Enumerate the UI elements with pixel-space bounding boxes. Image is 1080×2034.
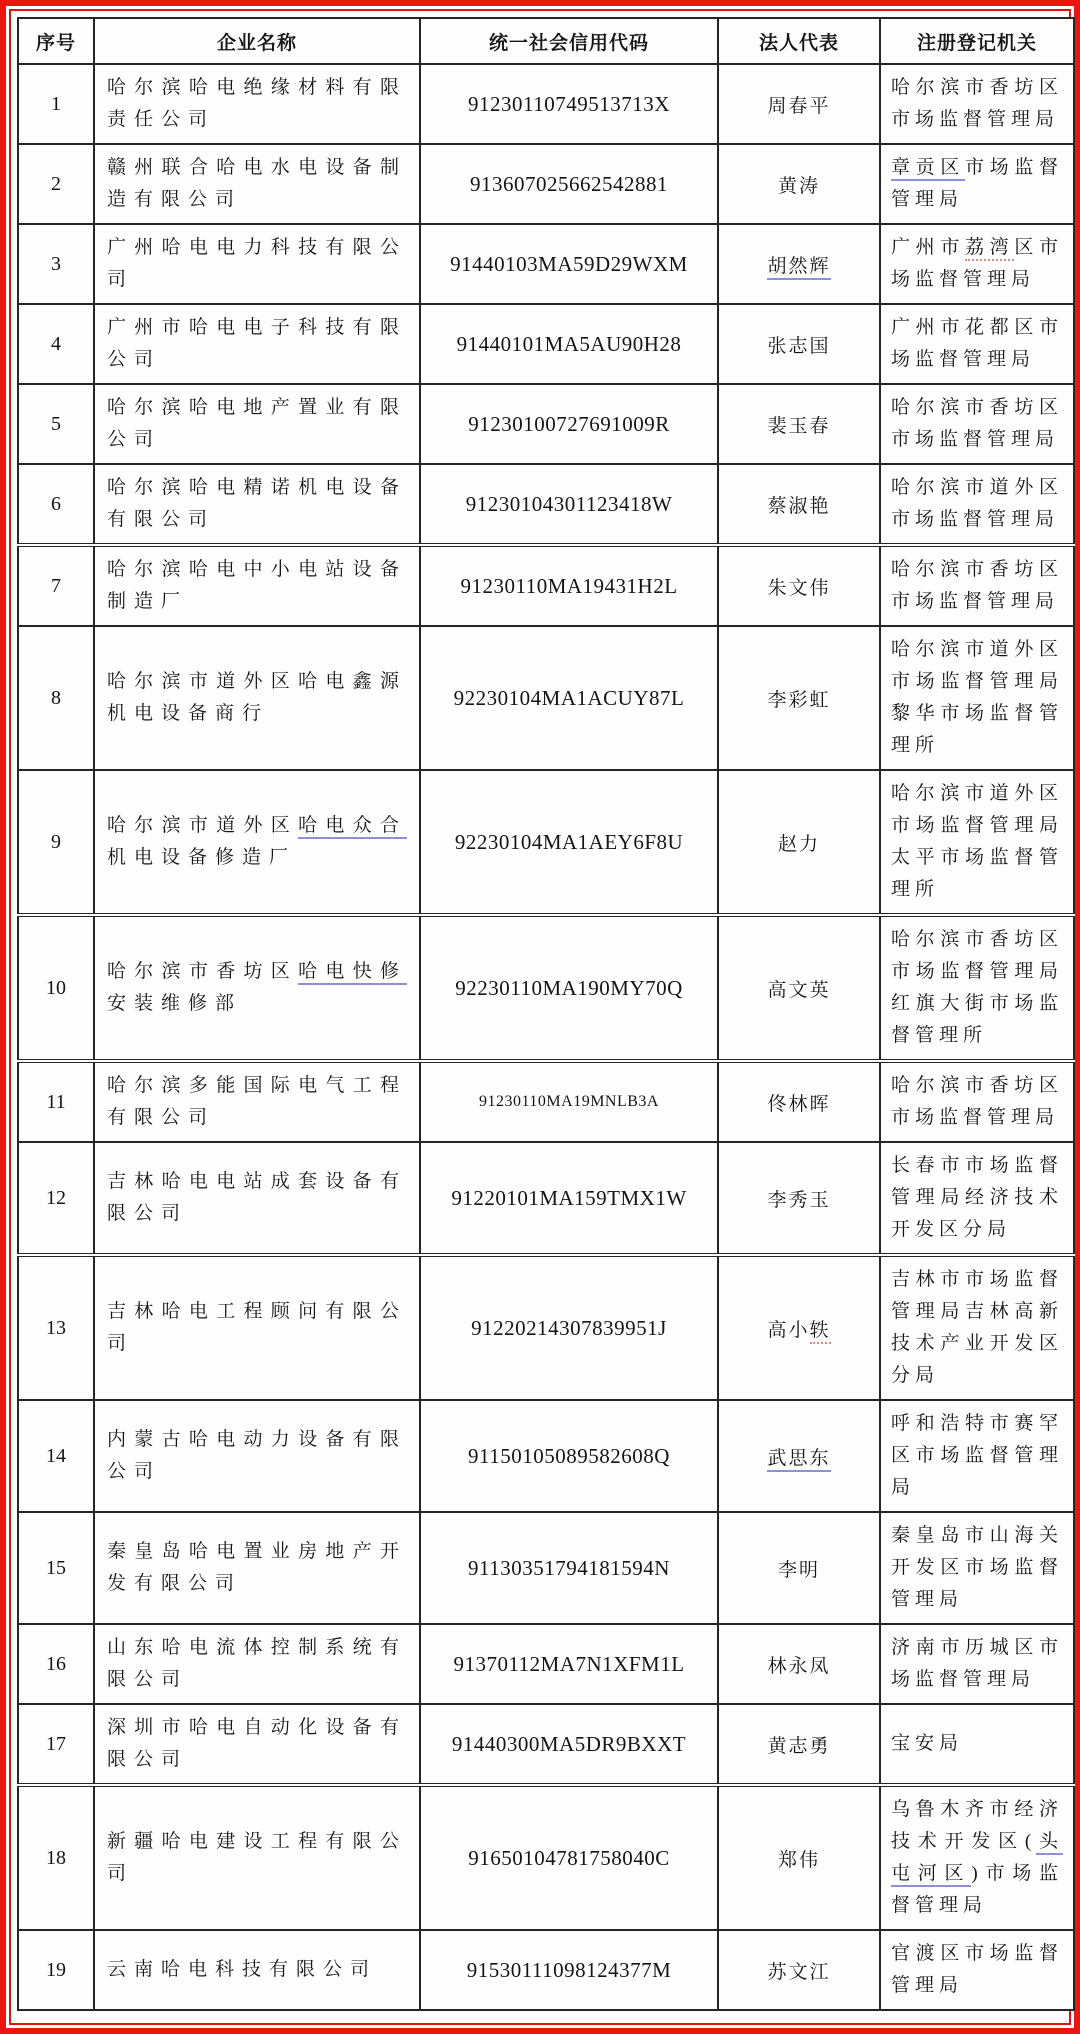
text-segment: 广州哈电电力科技有限公司 [107,237,407,290]
text-segment: 周春平 [767,95,831,117]
company-name-cell [94,1704,420,1785]
legal-rep-cell [718,626,880,770]
col-header-serial: 序号 [18,18,94,64]
credit-code-cell: 91130351794181594N [420,1512,718,1624]
company-name-cell [94,1930,420,2010]
legal-rep-cell [718,224,880,304]
text-segment: 吉林市市场监督管理局吉林高新技术产业开发区分局 [891,1269,1063,1386]
legal-rep-cell [718,1930,880,2010]
serial-cell: 14 [18,1400,94,1512]
text-segment: 哈尔滨哈电地产置业有限公司 [107,397,407,450]
text-segment: 市场监督管理局 [891,157,1063,210]
legal-rep-cell [718,384,880,464]
text-segment: 高小 [767,1319,810,1341]
legal-rep-cell [718,545,880,626]
company-name-cell [94,144,420,224]
col-header-credit-code: 统一社会信用代码 [420,18,718,64]
table-row [18,1255,1074,1400]
credit-code-cell: 92230104MA1ACUY87L [420,626,718,770]
serial-cell: 3 [18,224,94,304]
company-name-cell [94,224,420,304]
text-segment: 秦皇岛市山海关开发区市场监督管理局 [891,1525,1063,1610]
legal-rep-cell [718,144,880,224]
company-name-cell [94,626,420,770]
credit-code-cell: 913607025662542881 [420,144,718,224]
serial-cell: 15 [18,1512,94,1624]
text-segment: 深圳市哈电自动化设备有限公司 [107,1717,407,1770]
table-row [18,1704,1074,1785]
text-segment: 哈尔滨市香坊区市场监督管理局 [891,77,1063,130]
text-segment: 赵力 [777,833,820,855]
legal-rep-cell [718,1512,880,1624]
registration-authority-cell [880,1785,1074,1930]
credit-code-cell: 91150105089582608Q [420,1400,718,1512]
table-row [18,1142,1074,1255]
table-row [18,1624,1074,1704]
text-segment: 乌鲁木齐市经济技术开发区( [891,1799,1063,1852]
text-segment: 哈尔滨市香坊区市场监督管理局红旗大街市场监督管理所 [891,929,1063,1046]
legal-rep-cell [718,464,880,545]
credit-code-cell: 91220101MA159TMX1W [420,1142,718,1255]
table-row [18,384,1074,464]
document-page [9,9,1071,2025]
blue-mark-text: 武思东 [767,1448,830,1472]
legal-rep-cell [718,1704,880,1785]
col-header-registration-authority: 注册登记机关 [880,18,1074,64]
text-segment: 秦皇岛哈电置业房地产开发有限公司 [107,1541,407,1594]
company-name-cell [94,64,420,144]
credit-code-cell: 91440300MA5DR9BXXT [420,1704,718,1785]
text-segment: 广州市花都区市场监督管理局 [891,317,1063,370]
text-segment: 济南市历城区市场监督管理局 [891,1637,1063,1690]
credit-code-cell: 91230100727691009R [420,384,718,464]
text-segment: 山东哈电流体控制系统有限公司 [107,1637,407,1690]
registration-authority-cell [880,1142,1074,1255]
registration-authority-cell [880,1704,1074,1785]
text-segment: 哈尔滨市香坊区市场监督管理局 [891,1075,1063,1128]
credit-code-cell: 91230110MA19MNLB3A [420,1061,718,1142]
blue-mark-text: 章贡区 [891,157,965,181]
registration-authority-cell [880,1512,1074,1624]
company-name-cell [94,304,420,384]
serial-cell: 8 [18,626,94,770]
blue-mark-text: 胡然辉 [767,256,830,280]
text-segment: 哈尔滨市道外区市场监督管理局 [891,477,1063,530]
registration-authority-cell [880,224,1074,304]
company-name-cell [94,1624,420,1704]
table-row [18,770,1074,915]
text-segment: 朱文伟 [767,577,831,599]
serial-cell: 6 [18,464,94,545]
credit-code-cell: 91230110749513713X [420,64,718,144]
text-segment: 长春市市场监督管理局经济技术开发区分局 [891,1155,1063,1240]
credit-code-cell: 91440103MA59D29WXM [420,224,718,304]
table-body [18,64,1074,2010]
legal-rep-cell [718,64,880,144]
table-row [18,224,1074,304]
serial-cell: 19 [18,1930,94,2010]
registration-authority-cell [880,626,1074,770]
serial-cell: 13 [18,1255,94,1400]
text-segment: 李彩虹 [767,689,831,711]
registration-authority-cell [880,1930,1074,2010]
registration-authority-cell [880,1400,1074,1512]
legal-rep-cell [718,1624,880,1704]
col-header-legal-rep: 法人代表 [718,18,880,64]
credit-code-cell: 91230110MA19431H2L [420,545,718,626]
table-row [18,64,1074,144]
serial-cell: 2 [18,144,94,224]
serial-cell: 9 [18,770,94,915]
table-row [18,1061,1074,1142]
table-row [18,464,1074,545]
serial-cell: 18 [18,1785,94,1930]
credit-code-cell: 91370112MA7N1XFM1L [420,1624,718,1704]
text-segment: 机电设备修造厂 [107,847,297,868]
text-segment: 哈尔滨哈电精诺机电设备有限公司 [107,477,407,530]
company-name-cell [94,384,420,464]
text-segment: 张志国 [767,335,831,357]
text-segment: 云南哈电科技有限公司 [107,1959,378,1980]
credit-code-cell: 91230104301123418W [420,464,718,545]
header-row [18,18,1074,64]
text-segment: 吉林哈电工程顾问有限公司 [107,1301,407,1354]
company-name-cell [94,1512,420,1624]
credit-code-cell: 91440101MA5AU90H28 [420,304,718,384]
serial-cell: 5 [18,384,94,464]
company-name-cell [94,915,420,1061]
text-segment: 广州市哈电电子科技有限公司 [107,317,407,370]
serial-cell: 7 [18,545,94,626]
text-segment: 官渡区市场监督管理局 [891,1943,1063,1996]
serial-cell: 16 [18,1624,94,1704]
credit-code-cell: 91220214307839951J [420,1255,718,1400]
text-segment: 哈尔滨市道外区 [107,815,299,836]
text-segment: 宝安局 [891,1733,964,1754]
text-segment: 哈尔滨市道外区市场监督管理局太平市场监督管理所 [891,783,1063,900]
text-segment: 李秀玉 [767,1189,831,1211]
legal-rep-cell [718,1142,880,1255]
company-name-cell [94,1142,420,1255]
registration-authority-cell [880,545,1074,626]
registration-authority-cell [880,144,1074,224]
text-segment: 赣州联合哈电水电设备制造有限公司 [107,157,407,210]
text-segment: 吉林哈电电站成套设备有限公司 [107,1171,407,1224]
text-segment: 广州市 [891,237,965,258]
table-row [18,545,1074,626]
legal-rep-cell [718,1785,880,1930]
registration-authority-cell [880,304,1074,384]
text-segment: 哈尔滨市香坊区 [107,961,299,982]
text-segment: )市场监督管理局 [891,1863,1063,1916]
company-name-cell [94,770,420,915]
table-row [18,915,1074,1061]
serial-cell: 10 [18,915,94,1061]
legal-rep-cell [718,304,880,384]
credit-code-cell: 91650104781758040C [420,1785,718,1930]
credit-code-cell: 92230104MA1AEY6F8U [420,770,718,915]
legal-rep-cell [718,1061,880,1142]
registration-authority-cell [880,915,1074,1061]
col-header-company-name: 企业名称 [94,18,420,64]
text-segment: 哈尔滨市香坊区市场监督管理局 [891,397,1063,450]
table-row [18,626,1074,770]
registration-authority-cell [880,1061,1074,1142]
text-segment: 苏文江 [767,1961,831,1983]
company-name-cell [94,1255,420,1400]
company-name-cell [94,1061,420,1142]
company-name-cell [94,464,420,545]
legal-rep-cell [718,770,880,915]
company-name-cell [94,1400,420,1512]
serial-cell: 11 [18,1061,94,1142]
text-segment: 内蒙古哈电动力设备有限公司 [107,1429,407,1482]
registration-authority-cell [880,770,1074,915]
text-segment: 黄志勇 [767,1735,831,1757]
blue-mark-text: 哈电众合 [298,815,407,839]
serial-cell: 1 [18,64,94,144]
text-segment: 高文英 [767,979,831,1001]
serial-cell: 17 [18,1704,94,1785]
text-segment: 哈尔滨市香坊区市场监督管理局 [891,559,1063,612]
red-mark-text: 轶 [810,1320,831,1344]
text-segment: 哈尔滨多能国际电气工程有限公司 [107,1075,407,1128]
credit-code-cell: 92230110MA190MY70Q [420,915,718,1061]
legal-rep-cell [718,1255,880,1400]
blue-mark-text: 头屯河区 [891,1831,1063,1887]
text-segment: 新疆哈电建设工程有限公司 [107,1831,407,1884]
text-segment: 蔡淑艳 [767,495,831,517]
text-segment: 哈尔滨市道外区市场监督管理局黎华市场监督管理所 [891,639,1063,756]
table-row [18,144,1074,224]
text-segment: 呼和浩特市赛罕区市场监督管理局 [891,1413,1063,1498]
text-segment: 安装维修部 [107,993,243,1014]
text-segment: 裴玉春 [767,415,831,437]
company-table [17,17,1075,2011]
registration-authority-cell [880,464,1074,545]
blue-mark-text: 哈电快修 [298,961,407,985]
table-row [18,304,1074,384]
table-row [18,1930,1074,2010]
text-segment: 郑伟 [777,1849,820,1871]
table-row [18,1400,1074,1512]
text-segment: 哈尔滨哈电中小电站设备制造厂 [107,559,407,612]
registration-authority-cell [880,1624,1074,1704]
table-row [18,1785,1074,1930]
text-segment: 区市场监督管理局 [891,237,1063,290]
text-segment: 林永凤 [767,1655,831,1677]
text-segment: 哈尔滨市道外区哈电鑫源机电设备商行 [107,671,407,724]
red-mark-text: 荔湾 [965,237,1014,261]
text-segment: 李明 [777,1559,820,1581]
legal-rep-cell [718,1400,880,1512]
text-segment: 哈尔滨哈电绝缘材料有限责任公司 [107,77,407,130]
serial-cell: 12 [18,1142,94,1255]
serial-cell: 4 [18,304,94,384]
registration-authority-cell [880,384,1074,464]
legal-rep-cell [718,915,880,1061]
text-segment: 佟林晖 [767,1093,831,1115]
credit-code-cell: 91530111098124377M [420,1930,718,2010]
company-name-cell [94,1785,420,1930]
company-name-cell [94,545,420,626]
table-row [18,1512,1074,1624]
registration-authority-cell [880,64,1074,144]
text-segment: 黄涛 [777,175,820,197]
registration-authority-cell [880,1255,1074,1400]
